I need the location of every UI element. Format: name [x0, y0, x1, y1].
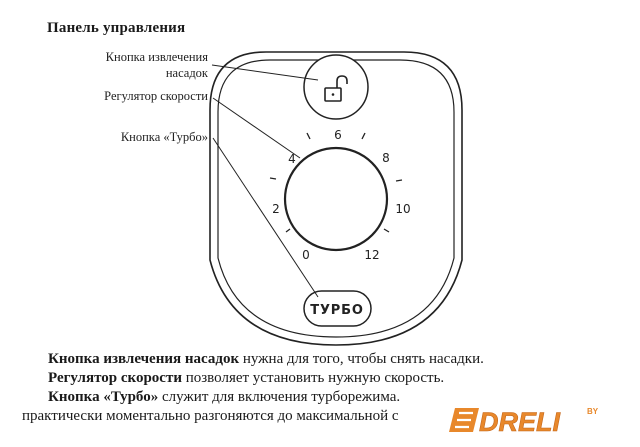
dial-label-2: 2: [272, 202, 280, 216]
dial-label-6: 6: [334, 128, 342, 142]
dial-tick: [384, 229, 389, 232]
logo-text: DRELI: [479, 407, 560, 437]
desc-speed-text: позволяет установить нужную скорость.: [181, 370, 445, 386]
dial-label-8: 8: [382, 151, 390, 165]
desc-speed-term: Регулятор скорости: [48, 370, 182, 386]
dial-label-0: 0: [302, 248, 310, 262]
dial-tick: [362, 133, 365, 139]
dial-tick: [307, 133, 310, 139]
dial-label-4: 4: [288, 152, 296, 166]
callout-speed: Регулятор скорости: [104, 89, 208, 103]
dial-tick: [396, 180, 402, 181]
callout-eject-line2: насадок: [165, 66, 208, 80]
logo-suffix: BY: [587, 407, 599, 416]
speed-dial[interactable]: [285, 148, 387, 250]
turbo-button-label: ТУРБО: [310, 303, 364, 318]
desc-speed: [22, 369, 622, 388]
callout-eject-line1: Кнопка извлечения: [105, 50, 208, 64]
callout-turbo: Кнопка «Турбо»: [120, 130, 208, 144]
desc-turbo-text: служит для включения турборежима.: [158, 389, 401, 405]
dial-tick: [286, 229, 290, 232]
desc-eject-term: Кнопка извлечения насадок: [48, 351, 240, 367]
dial-tick: [270, 178, 276, 179]
page-heading: Панель управления: [47, 20, 186, 36]
dreli-logo: [449, 400, 609, 440]
desc-continuation-text: практически моментально разгоняются до максимальной с: [22, 408, 399, 424]
desc-turbo-term: Кнопка «Турбо»: [48, 389, 159, 405]
leader-speed: [213, 98, 300, 158]
dial-label-10: 10: [395, 202, 411, 216]
eject-button[interactable]: [304, 55, 368, 119]
dial-label-12: 12: [364, 248, 380, 262]
desc-eject-text: нужна для того, чтобы снять насадки.: [239, 351, 484, 367]
leader-eject: [212, 65, 318, 80]
drill-bit-icon: [449, 408, 479, 432]
desc-eject: [22, 350, 622, 369]
